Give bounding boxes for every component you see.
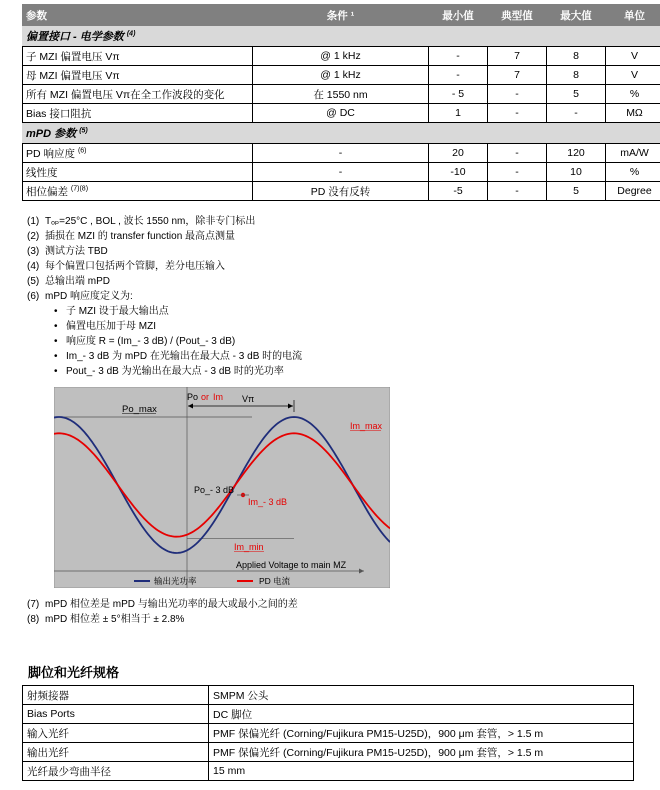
min-cell xyxy=(429,163,488,182)
param-cell-text: 子 MZI 偏置电压 Vπ xyxy=(26,50,120,63)
note-item xyxy=(27,595,298,610)
unit-cell xyxy=(606,182,660,201)
bullet-dot-icon: • xyxy=(54,306,58,317)
condition-cell-text: - xyxy=(338,166,343,178)
min-cell xyxy=(429,66,488,85)
fiber-label-cell: 输出光纤 xyxy=(23,743,209,762)
typ-cell xyxy=(488,163,547,182)
section-footnote: (5) xyxy=(79,127,88,135)
note-text: 测试方法 TBD xyxy=(45,246,108,257)
bullet-text: 子 MZI 设于最大输出点 xyxy=(66,306,169,317)
condition-cell-text: @ DC xyxy=(326,107,355,119)
max-cell xyxy=(547,144,606,163)
im-3db-label: Im_- 3 dB xyxy=(248,497,288,507)
notes-block xyxy=(27,212,627,382)
unit-cell-text: MΩ xyxy=(626,107,643,119)
max-cell-text: 8 xyxy=(573,50,579,62)
header-condition: 条件 ¹ xyxy=(253,5,429,26)
max-cell-text: 8 xyxy=(573,69,579,81)
vpi-label: Vπ xyxy=(242,394,255,404)
section-footnote: (4) xyxy=(126,30,136,38)
unit-cell xyxy=(606,66,660,85)
fiber-value-cell: 15 mm xyxy=(209,762,634,781)
header-unit: 单位 xyxy=(606,5,660,26)
typ-cell-text: 7 xyxy=(514,69,520,81)
note-text: 每个偏置口包括两个管脚，差分电压输入 xyxy=(45,261,225,272)
note-item xyxy=(27,287,133,302)
max-cell-text: 10 xyxy=(570,166,582,178)
condition-cell xyxy=(253,104,429,123)
table-row xyxy=(23,104,660,123)
section-title: 偏置接口 - 电学参数 xyxy=(26,31,124,43)
condition-cell xyxy=(253,47,429,66)
min-cell-text: - xyxy=(456,50,460,62)
typ-cell-text: - xyxy=(515,166,519,178)
fiber-section-title: 脚位和光纤规格 xyxy=(28,665,120,680)
fiber-row xyxy=(23,743,634,762)
min-cell-text: - 5 xyxy=(451,88,465,100)
table-row xyxy=(23,182,660,201)
typ-cell xyxy=(488,66,547,85)
bullet-text: 偏置电压加于母 MZI xyxy=(66,321,156,332)
max-cell-text: 5 xyxy=(573,185,579,197)
unit-cell-text: Degree xyxy=(617,185,652,197)
bullet-item xyxy=(54,317,156,332)
unit-cell xyxy=(606,144,660,163)
table-row xyxy=(23,163,660,182)
table-row xyxy=(23,144,660,163)
max-cell-text: 5 xyxy=(573,88,579,100)
fiber-value-cell: PMF 保偏光纤 (Corning/Fujikura PM15-U25D)，900 μm 套管，> 1.5 m xyxy=(209,724,634,743)
note-number: (7) xyxy=(27,599,40,610)
note-text: mPD 相位差 ± 5°相当于 ± 2.8% xyxy=(45,614,185,625)
note-number: (2) xyxy=(27,231,40,242)
condition-cell xyxy=(253,163,429,182)
condition-cell-text: 在 1550 nm xyxy=(313,88,368,101)
param-cell-text: Bias 接口阻抗 xyxy=(26,107,92,120)
typ-cell-text: - xyxy=(515,147,519,159)
unit-cell xyxy=(606,163,660,182)
table-row xyxy=(23,47,660,66)
fiber-row xyxy=(23,762,634,781)
bullet-dot-icon: • xyxy=(54,366,58,377)
max-cell-text: - xyxy=(574,107,578,119)
unit-cell-text: V xyxy=(630,69,638,81)
note-text: 插损在 MZI 的 transfer function 最高点测量 xyxy=(45,231,236,242)
bullet-text: 响应度 R = (Im_- 3 dB) / (Pout_- 3 dB) xyxy=(66,336,236,347)
param-cell-text: PD 响应度 xyxy=(26,147,76,160)
note-number: (4) xyxy=(27,261,40,272)
min-cell-text: 20 xyxy=(452,147,464,159)
bullet-item xyxy=(54,332,235,347)
bullet-item xyxy=(54,347,302,362)
table-body xyxy=(23,26,660,201)
fiber-label-cell: Bias Ports xyxy=(23,705,209,724)
unit-cell xyxy=(606,104,660,123)
bullet-item xyxy=(54,302,169,317)
table-row xyxy=(23,66,660,85)
bullet-text: Im_- 3 dB 为 mPD 在光输出在最大点 - 3 dB 时的电流 xyxy=(66,351,303,362)
legend-label-optical: 输出光功率 xyxy=(154,576,197,586)
typ-cell xyxy=(488,144,547,163)
fiber-row xyxy=(23,724,634,743)
typ-cell-text: - xyxy=(515,185,519,197)
notes-after-block xyxy=(27,595,627,627)
condition-cell xyxy=(253,66,429,85)
min-cell xyxy=(429,144,488,163)
section-row-mpd xyxy=(23,123,660,144)
note-number: (3) xyxy=(27,246,40,257)
im-max-label: Im_max xyxy=(350,421,383,431)
max-cell-text: 120 xyxy=(567,147,585,159)
po-label: Po xyxy=(187,392,199,402)
unit-cell-text: mA/W xyxy=(620,147,649,159)
section-title: mPD 参数 xyxy=(26,128,77,140)
param-cell xyxy=(23,163,253,182)
condition-cell-text: @ 1 kHz xyxy=(320,69,361,81)
fiber-spec-table xyxy=(22,685,634,781)
im-label: Im xyxy=(213,392,223,402)
condition-cell-text: PD 没有反转 xyxy=(310,185,371,198)
note-number: (6) xyxy=(27,291,40,302)
param-cell-text: 线性度 xyxy=(26,166,58,179)
note-number: (5) xyxy=(27,276,40,287)
note-text: 总输出端 mPD xyxy=(45,276,110,287)
unit-cell xyxy=(606,85,660,104)
note-item xyxy=(27,227,235,242)
param-cell xyxy=(23,104,253,123)
parameter-table xyxy=(22,4,660,201)
condition-cell xyxy=(253,182,429,201)
table-header-row xyxy=(23,5,660,26)
min-cell xyxy=(429,47,488,66)
header-min: 最小值 xyxy=(429,5,488,26)
min-cell-text: 1 xyxy=(455,107,461,119)
condition-cell-text: - xyxy=(338,147,343,159)
transfer-function-chart xyxy=(54,387,390,588)
param-footnote: (7)(8) xyxy=(70,185,89,192)
fiber-value-cell: SMPM 公头 xyxy=(209,686,634,705)
typ-cell xyxy=(488,85,547,104)
max-cell xyxy=(547,104,606,123)
note-number: (1) xyxy=(27,216,40,227)
min-cell-text: -10 xyxy=(450,166,466,178)
param-cell xyxy=(23,144,253,163)
fiber-label-cell: 光纤最少弯曲半径 xyxy=(23,762,209,781)
im-min-label: Im_min xyxy=(234,542,264,552)
note-item xyxy=(27,257,225,272)
header-param: 参数 xyxy=(23,5,253,26)
typ-cell xyxy=(488,104,547,123)
param-cell xyxy=(23,66,253,85)
param-cell xyxy=(23,182,253,201)
fiber-value-cell: PMF 保偏光纤 (Corning/Fujikura PM15-U25D)，900 μm 套管，> 1.5 m xyxy=(209,743,634,762)
bullet-dot-icon: • xyxy=(54,336,58,347)
param-cell xyxy=(23,85,253,104)
bullet-dot-icon: • xyxy=(54,351,58,362)
min-cell-text: - xyxy=(456,69,460,81)
max-cell xyxy=(547,85,606,104)
param-footnote: (6) xyxy=(77,147,87,154)
fiber-row xyxy=(23,705,634,724)
param-cell-text: 母 MZI 偏置电压 Vπ xyxy=(26,69,120,82)
max-cell xyxy=(547,66,606,85)
param-cell xyxy=(23,47,253,66)
min-cell xyxy=(429,104,488,123)
fiber-value-cell: DC 脚位 xyxy=(209,705,634,724)
max-cell xyxy=(547,163,606,182)
param-cell-text: 相位偏差 xyxy=(26,185,68,198)
unit-cell-text: % xyxy=(629,166,640,178)
typ-cell-text: 7 xyxy=(514,50,520,62)
min-cell xyxy=(429,182,488,201)
po-max-label: Po_max xyxy=(122,404,157,415)
note-item xyxy=(27,212,255,227)
condition-cell xyxy=(253,144,429,163)
typ-cell-text: - xyxy=(515,107,519,119)
note-item xyxy=(27,242,108,257)
bullet-text: Pout_- 3 dB 为光输出在最大点 - 3 dB 时的光功率 xyxy=(66,366,284,377)
typ-cell xyxy=(488,182,547,201)
note-text: mPD 相位差是 mPD 与输出光功率的最大或最小之间的差 xyxy=(45,599,298,610)
note-text: mPD 响应度定义为: xyxy=(45,291,133,302)
bullet-dot-icon: • xyxy=(54,321,58,332)
section-row-bias xyxy=(23,26,660,47)
condition-cell-text: @ 1 kHz xyxy=(320,50,361,62)
note-number: (8) xyxy=(27,614,40,625)
condition-cell xyxy=(253,85,429,104)
note-item xyxy=(27,272,110,287)
max-cell xyxy=(547,182,606,201)
po-3db-label: Po_- 3 dB xyxy=(194,485,235,495)
note-text: Tₒₚ=25°C , BOL , 波长 1550 nm，除非专门标出 xyxy=(45,216,256,227)
x-axis-label: Applied Voltage to main MZ xyxy=(236,560,347,570)
typ-cell-text: - xyxy=(515,88,519,100)
or-label: or xyxy=(201,392,210,402)
table-row xyxy=(23,85,660,104)
unit-cell-text: % xyxy=(629,88,640,100)
fiber-row xyxy=(23,686,634,705)
header-max: 最大值 xyxy=(547,5,606,26)
bullet-item xyxy=(54,362,284,377)
unit-cell-text: V xyxy=(630,50,638,62)
max-cell xyxy=(547,47,606,66)
typ-cell xyxy=(488,47,547,66)
fiber-label-cell: 射频接器 xyxy=(23,686,209,705)
min-cell xyxy=(429,85,488,104)
header-typ: 典型值 xyxy=(488,5,547,26)
note-item xyxy=(27,610,184,625)
param-cell-text: 所有 MZI 偏置电压 Vπ在全工作波段的变化 xyxy=(26,88,225,101)
fiber-label-cell: 输入光纤 xyxy=(23,724,209,743)
legend-label-pd: PD 电流 xyxy=(259,576,291,586)
min-cell-text: -5 xyxy=(453,185,463,197)
unit-cell xyxy=(606,47,660,66)
